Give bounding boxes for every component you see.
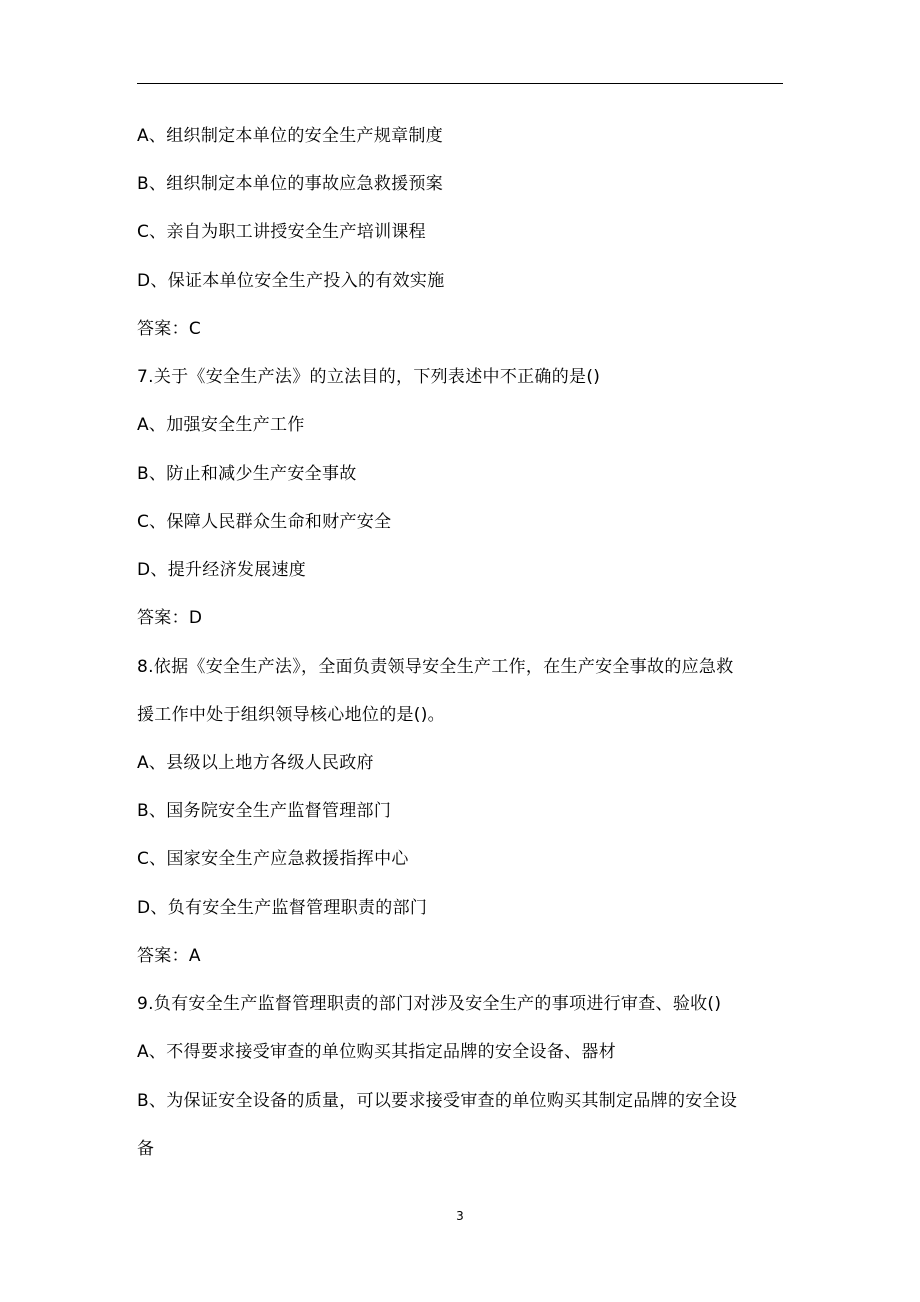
page-number: 3 xyxy=(456,1209,464,1223)
option-6c: C、亲自为职工讲授安全生产培训课程 xyxy=(137,222,426,242)
option-9b-line-2: 备 xyxy=(137,1139,155,1159)
option-8c: C、国家安全生产应急救援指挥中心 xyxy=(137,849,409,869)
option-7a: A、加强安全生产工作 xyxy=(137,415,305,435)
option-7b: B、防止和减少生产安全事故 xyxy=(137,464,357,484)
option-7c: C、保障人民群众生命和财产安全 xyxy=(137,512,392,532)
question-9: 9.负有安全生产监督管理职责的部门对涉及安全生产的事项进行审查、验收() xyxy=(137,994,722,1014)
answer-8: 答案：A xyxy=(137,946,201,966)
option-9a: A、不得要求接受审查的单位购买其指定品牌的安全设备、器材 xyxy=(137,1042,617,1062)
option-8b: B、国务院安全生产监督管理部门 xyxy=(137,801,392,821)
answer-7: 答案：D xyxy=(137,608,203,628)
question-8-line-1: 8.依据《安全生产法》，全面负责领导安全生产工作，在生产安全事故的应急救 xyxy=(137,657,734,677)
option-8a: A、县级以上地方各级人民政府 xyxy=(137,753,374,773)
question-8-line-2: 援工作中处于组织领导核心地位的是()。 xyxy=(137,705,445,725)
option-6a: A、组织制定本单位的安全生产规章制度 xyxy=(137,126,444,146)
answer-6: 答案：C xyxy=(137,319,202,339)
header-rule xyxy=(137,83,783,84)
question-7: 7.关于《安全生产法》的立法目的，下列表述中不正确的是() xyxy=(137,367,601,387)
option-8d: D、负有安全生产监督管理职责的部门 xyxy=(137,898,428,918)
option-6b: B、组织制定本单位的事故应急救援预案 xyxy=(137,174,444,194)
option-7d: D、提升经济发展速度 xyxy=(137,560,307,580)
option-9b-line-1: B、为保证安全设备的质量，可以要求接受审查的单位购买其制定品牌的安全设 xyxy=(137,1091,738,1111)
option-6d: D、保证本单位安全生产投入的有效实施 xyxy=(137,271,445,291)
